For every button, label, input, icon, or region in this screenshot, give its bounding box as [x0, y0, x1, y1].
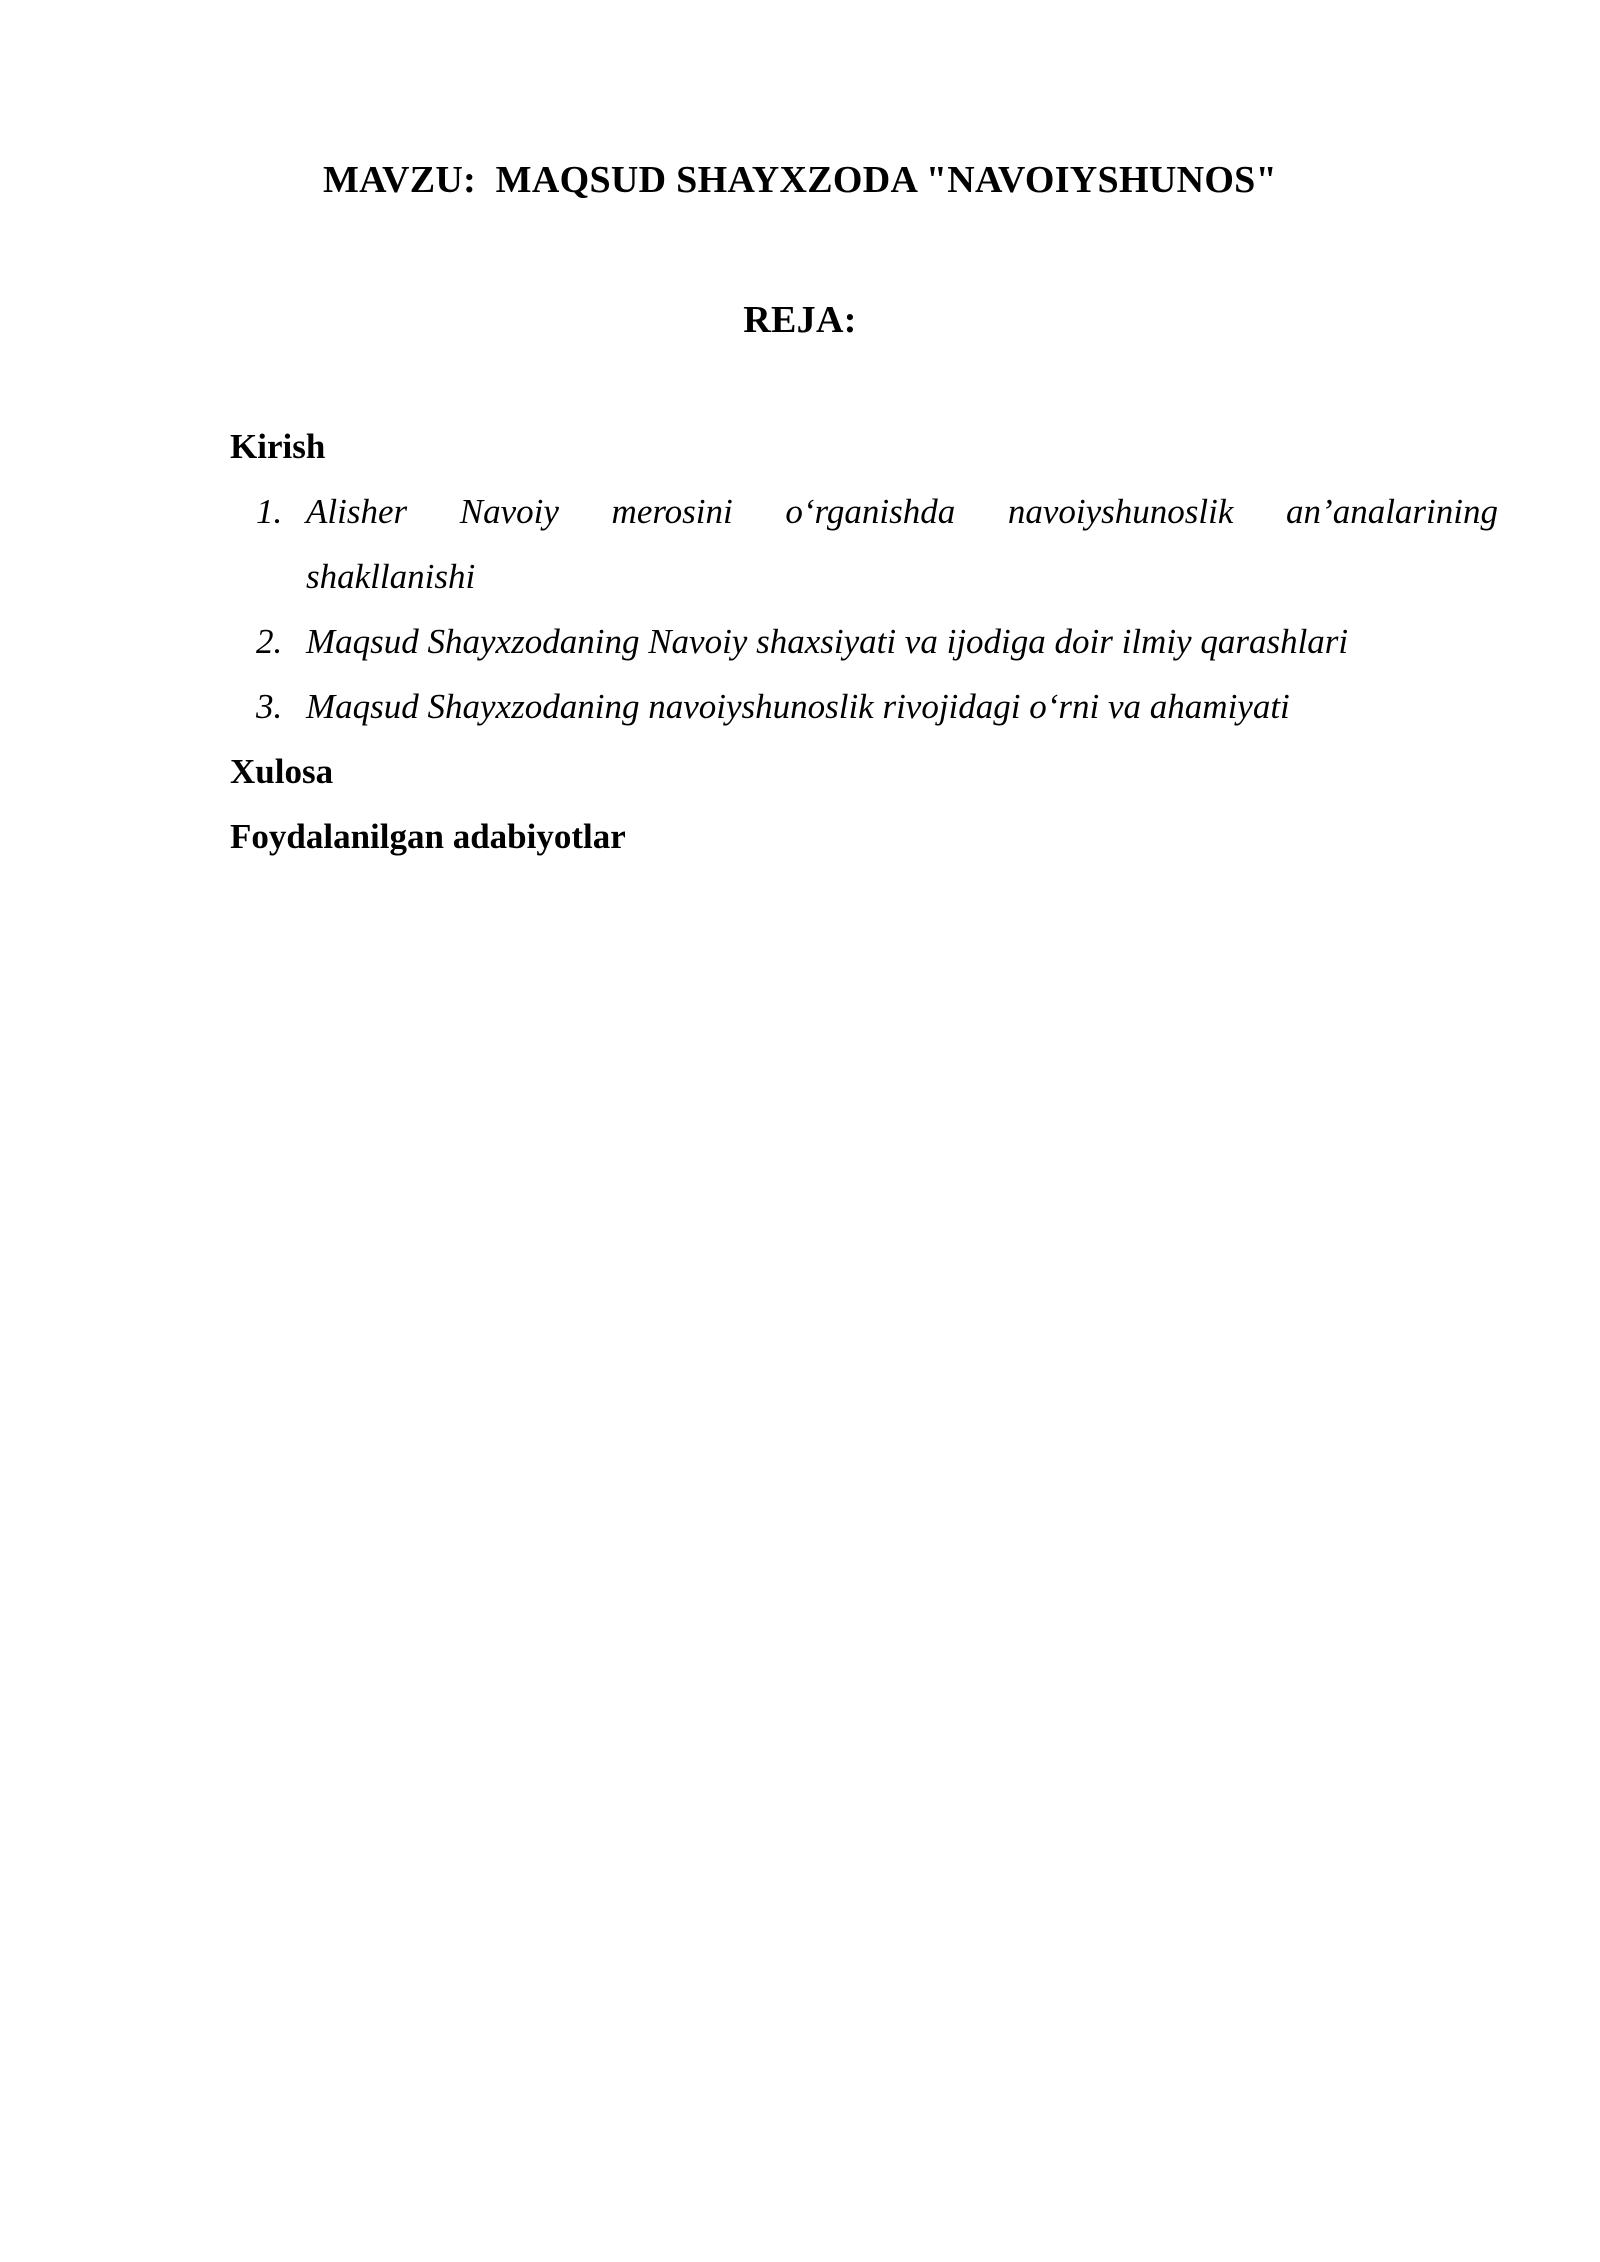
plan-list [230, 479, 1498, 739]
plan-item-number: 2. [256, 622, 283, 661]
plan-item-text: Maqsud Shayxzodaning Navoiy shaxsiyati va ijodiga doir ilmiy qarashlari [306, 622, 1349, 661]
plan-content [230, 414, 1498, 869]
references-section-label: Foydalanilgan adabiyotlar [230, 817, 626, 856]
plan-item-text-line-1: Alisher Navoiy merosini o‘rganishda navoiyshunoslik an’analarining [306, 492, 1498, 531]
plan-item-text-line-2: shakllanishi [306, 557, 476, 596]
plan-item [230, 609, 1498, 674]
document-title: MAVZU: MAQSUD SHAYXZODA "NAVOIYSHUNOS" [322, 159, 1278, 201]
conclusion-section-label: Xulosa [230, 752, 334, 791]
plan-item [230, 479, 1498, 609]
plan-item-text: Maqsud Shayxzodaning navoiyshunoslik rivojidagi o‘rni va ahamiyati [306, 687, 1290, 726]
intro-section-label: Kirish [230, 427, 326, 466]
plan-heading: REJA: [743, 299, 857, 341]
plan-item-number: 3. [256, 687, 283, 726]
plan-item [230, 674, 1498, 739]
plan-item-number: 1. [256, 492, 283, 531]
